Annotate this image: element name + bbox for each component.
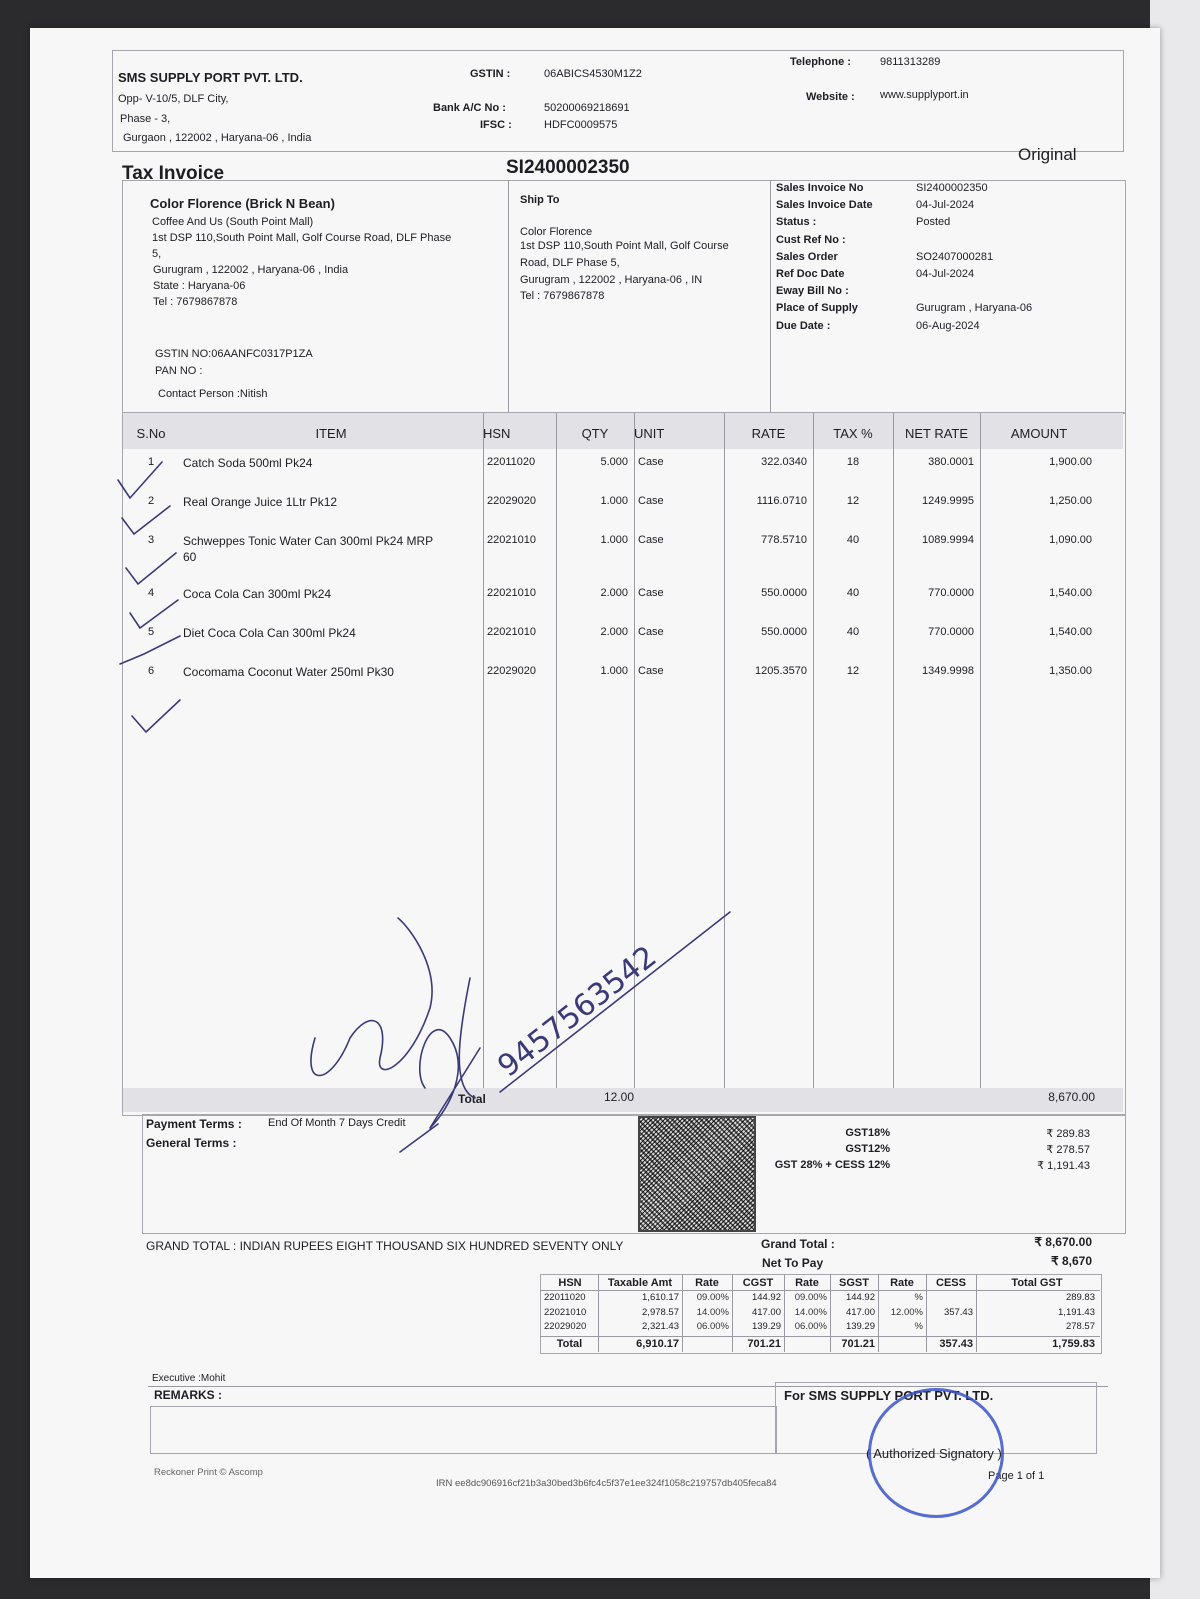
hsn-header-cell: Total GST	[1011, 1277, 1063, 1289]
hsn-cell: 22011020	[544, 1292, 586, 1303]
check-mark	[126, 553, 176, 584]
item-net: 1089.9994	[922, 534, 974, 546]
signature	[420, 1030, 480, 1128]
hsn-cell: 2,978.57	[642, 1306, 679, 1318]
invoice-page	[30, 28, 1160, 1578]
bill-to-name: Color Florence (Brick N Bean)	[150, 196, 335, 211]
item-sno: 2	[147, 495, 155, 507]
item-net: 380.0001	[928, 456, 974, 468]
item-rate: 778.5710	[761, 534, 807, 546]
hsn-cell: 22029020	[544, 1321, 587, 1332]
item-amount: 1,900.00	[1049, 456, 1092, 468]
company-address-2: Phase - 3,	[120, 113, 171, 125]
item-rate: 1205.3570	[755, 665, 807, 677]
hsn-cell: 09.00%	[696, 1292, 729, 1303]
column-header: NET RATE	[904, 426, 969, 441]
column-header: TAX %	[833, 426, 873, 441]
item-amount: 1,540.00	[1049, 587, 1092, 599]
item-rate: 550.0000	[761, 587, 807, 599]
item-unit: Case	[638, 665, 664, 677]
bill-to-line3: 5,	[152, 248, 162, 260]
item-rate: 322.0340	[761, 456, 807, 468]
item-tax: 18	[846, 456, 860, 468]
hsn-cell: 2,321.43	[642, 1321, 679, 1332]
item-qty: 1.000	[600, 534, 628, 546]
hsn-cell: 06.00%	[696, 1321, 729, 1332]
hsn-total-cell: Total	[556, 1338, 583, 1350]
signature	[459, 978, 475, 1098]
item-unit: Case	[638, 534, 664, 546]
hsn-cell: 12.00%	[890, 1306, 923, 1318]
item-net: 1349.9998	[922, 665, 974, 677]
column-header: UNIT	[634, 426, 665, 441]
meta-value: SO2407000281	[916, 250, 994, 263]
hsn-cell: %	[914, 1321, 923, 1332]
item-amount: 1,090.00	[1049, 534, 1092, 546]
bank-value: 50200069218691	[544, 102, 630, 114]
item-item: Diet Coca Cola Can 300ml Pk24	[183, 626, 356, 640]
item-sno: 3	[147, 534, 155, 546]
ship-to-line3: Road, DLF Phase 5,	[520, 257, 620, 269]
column-header: RATE	[751, 426, 786, 441]
meta-label: Cust Ref No :	[776, 233, 846, 246]
item-qty: 1.000	[600, 665, 628, 677]
website-label: Website :	[806, 91, 855, 103]
item-qty: 2.000	[600, 587, 628, 599]
item-hsn: 22011020	[487, 456, 536, 468]
telephone-label: Telephone :	[790, 56, 851, 68]
item-amount: 1,250.00	[1049, 495, 1092, 507]
bill-to-line2: 1st DSP 110,South Point Mall, Golf Course Road, DLF Phase	[152, 232, 452, 244]
hsn-header-cell: CESS	[936, 1277, 966, 1289]
item-item: Catch Soda 500ml Pk24	[183, 456, 313, 470]
hsn-header-cell: Rate	[695, 1277, 719, 1289]
meta-label: Eway Bill No :	[776, 285, 849, 298]
hsn-header-cell: CGST	[742, 1277, 774, 1289]
bill-to-pan: PAN NO :	[155, 365, 203, 377]
hsn-cell: %	[914, 1292, 923, 1303]
item-unit: Case	[638, 456, 664, 468]
payment-terms-label: Payment Terms :	[146, 1117, 242, 1131]
gst-value: ₹ 289.83	[1046, 1128, 1090, 1140]
hsn-cell: 14.00%	[794, 1306, 827, 1318]
check-mark	[122, 506, 170, 534]
bill-to-tel: Tel : 7679867878	[153, 296, 238, 308]
hsn-cell: 144.92	[751, 1292, 781, 1303]
ifsc-label: IFSC :	[480, 119, 512, 131]
net-to-pay-value: ₹ 8,670	[1051, 1254, 1092, 1268]
item-continuation: 60	[183, 550, 197, 564]
hsn-total-cell: 6,910.17	[636, 1338, 679, 1350]
general-terms-label: General Terms :	[146, 1136, 237, 1150]
authorized-signatory: ( Authorized Signatory )	[866, 1446, 1002, 1461]
hsn-cell: 09.00%	[794, 1292, 827, 1303]
column-header: QTY	[581, 426, 609, 441]
bill-to-gstin: GSTIN NO:06AANFC0317P1ZA	[155, 348, 313, 360]
doc-number: SI2400002350	[506, 157, 630, 178]
hsn-cell: 14.00%	[696, 1306, 729, 1318]
item-tax: 40	[846, 587, 860, 599]
irn: IRN ee8dc906916cf21b3a30bed3b6fc4c5f37e1ee324f1058c219757db405feca84	[436, 1478, 777, 1489]
item-amount: 1,540.00	[1049, 626, 1092, 638]
hsn-cell: 139.29	[751, 1321, 781, 1332]
item-item: Coca Cola Can 300ml Pk24	[183, 587, 332, 601]
grand-total-words: GRAND TOTAL : INDIAN RUPEES EIGHT THOUSAND SIX HUNDRED SEVENTY ONLY	[146, 1239, 624, 1253]
check-mark	[132, 700, 180, 732]
item-net: 770.0000	[928, 626, 974, 638]
hsn-total-cell: 701.21	[841, 1338, 875, 1350]
hsn-cell: 144.92	[845, 1292, 875, 1303]
hsn-cell: 1,191.43	[1058, 1306, 1095, 1318]
column-header: AMOUNT	[1010, 426, 1068, 441]
hsn-header-cell: Rate	[795, 1277, 819, 1289]
item-hsn: 22021010	[487, 587, 536, 599]
item-qty: 1.000	[600, 495, 628, 507]
executive: Executive :Mohit	[152, 1373, 226, 1384]
bill-to-state: State : Haryana-06	[153, 280, 246, 292]
item-tax: 12	[846, 495, 860, 507]
signature	[311, 918, 432, 1076]
handwriting-overlay	[30, 28, 1160, 1578]
bill-to-line1: Coffee And Us (South Point Mall)	[152, 216, 314, 228]
meta-label: Ref Doc Date	[776, 268, 845, 280]
gst-label: GST12%	[845, 1143, 890, 1155]
gst-value: ₹ 1,191.43	[1037, 1160, 1090, 1172]
item-unit: Case	[638, 626, 664, 638]
page-number: Page 1 of 1	[988, 1470, 1045, 1482]
hsn-total-cell: 1,759.83	[1052, 1338, 1095, 1350]
hsn-cell: 417.00	[751, 1306, 781, 1318]
item-item: Cocomama Coconut Water 250ml Pk30	[183, 665, 394, 679]
ship-to-line2: 1st DSP 110,South Point Mall, Golf Course	[520, 240, 729, 252]
gst-value: ₹ 278.57	[1046, 1144, 1090, 1156]
meta-value: 04-Jul-2024	[916, 268, 975, 280]
total-amount: 8,670.00	[1048, 1090, 1095, 1104]
total-label: Total	[458, 1092, 486, 1106]
meta-value: 06-Aug-2024	[916, 319, 980, 332]
item-sno: 5	[147, 626, 155, 638]
hsn-total-cell: 357.43	[939, 1338, 973, 1350]
hsn-cell: 417.00	[845, 1306, 875, 1318]
item-tax: 12	[846, 665, 860, 677]
item-hsn: 22029020	[487, 495, 536, 507]
item-item: Schweppes Tonic Water Can 300ml Pk24 MRP	[183, 534, 434, 548]
meta-value: 04-Jul-2024	[916, 199, 975, 212]
item-net: 1249.9995	[922, 495, 974, 507]
signature-underline	[400, 1124, 438, 1152]
meta-value: SI2400002350	[916, 182, 988, 194]
hsn-header-cell: SGST	[839, 1277, 869, 1289]
remarks-label: REMARKS :	[154, 1388, 222, 1402]
bill-to-line4: Gurugram , 122002 , Haryana-06 , India	[153, 264, 349, 276]
meta-value: Gurugram , Haryana-06	[916, 302, 1033, 315]
ifsc-value: HDFC0009575	[544, 119, 618, 131]
item-qty: 5.000	[600, 456, 628, 468]
item-hsn: 22029020	[487, 665, 536, 677]
telephone-value: 9811313289	[880, 56, 941, 68]
bill-to-contact: Contact Person :Nitish	[158, 388, 268, 400]
check-mark	[130, 600, 178, 628]
check-mark	[118, 462, 162, 498]
doc-title: Tax Invoice	[122, 163, 225, 184]
item-qty: 2.000	[600, 626, 628, 638]
item-sno: 4	[147, 587, 155, 599]
handwritten-phone: 9457563542	[491, 939, 664, 1085]
hsn-header-cell: HSN	[558, 1277, 582, 1289]
meta-value: Posted	[916, 216, 951, 229]
hsn-cell: 06.00%	[794, 1321, 827, 1332]
hsn-header-cell: Taxable Amt	[607, 1277, 673, 1289]
grand-total-label: Grand Total :	[761, 1237, 835, 1251]
item-sno: 6	[147, 665, 155, 677]
grand-total-value: ₹ 8,670.00	[1034, 1235, 1092, 1249]
hsn-header-cell: Rate	[890, 1277, 914, 1289]
net-to-pay-label: Net To Pay	[762, 1256, 824, 1270]
company-address-1: Opp- V-10/5, DLF City,	[118, 93, 229, 105]
gst-label: GST18%	[845, 1127, 890, 1139]
meta-label: Sales Invoice Date	[776, 199, 873, 212]
meta-label: Sales Order	[776, 250, 838, 263]
hsn-total-cell: 701.21	[747, 1338, 781, 1350]
item-unit: Case	[638, 587, 664, 599]
item-unit: Case	[638, 495, 664, 507]
company-address-3: Gurgaon , 122002 , Haryana-06 , India	[123, 132, 312, 144]
item-amount: 1,350.00	[1049, 665, 1092, 677]
column-header: HSN	[483, 426, 511, 441]
hsn-cell: 357.43	[943, 1306, 973, 1318]
meta-label: Sales Invoice No	[776, 182, 864, 194]
hsn-cell: 22021010	[544, 1306, 587, 1318]
hsn-cell: 139.29	[845, 1321, 875, 1332]
column-header: S.No	[136, 426, 166, 441]
hsn-cell: 1,610.17	[642, 1292, 679, 1303]
item-rate: 550.0000	[761, 626, 807, 638]
item-sno: 1	[147, 456, 155, 468]
copy-label: Original	[1018, 145, 1077, 164]
item-rate: 1116.0710	[756, 495, 807, 507]
item-net: 770.0000	[928, 587, 974, 599]
column-header: ITEM	[315, 426, 347, 441]
ship-to-line4: Gurugram , 122002 , Haryana-06 , IN	[520, 274, 703, 286]
hsn-cell: 278.57	[1065, 1321, 1095, 1332]
gst-label: GST 28% + CESS 12%	[774, 1159, 890, 1171]
gstin-label: GSTIN :	[470, 68, 511, 80]
meta-label: Due Date :	[776, 319, 831, 332]
for-company: For SMS SUPPLY PORT PVT. LTD.	[784, 1388, 994, 1403]
item-hsn: 22021010	[487, 626, 536, 638]
ship-to-heading: Ship To	[520, 194, 560, 206]
gstin-value: 06ABICS4530M1Z2	[544, 68, 642, 80]
ship-to-tel: Tel : 7679867878	[520, 290, 605, 302]
total-qty: 12.00	[604, 1090, 635, 1104]
meta-label: Status :	[776, 216, 817, 229]
company-name: SMS SUPPLY PORT PVT. LTD.	[118, 70, 303, 85]
check-mark	[120, 636, 180, 664]
item-tax: 40	[846, 626, 860, 638]
item-hsn: 22021010	[487, 534, 536, 546]
item-item: Real Orange Juice 1Ltr Pk12	[183, 495, 338, 509]
item-tax: 40	[846, 534, 860, 546]
payment-terms-value: End Of Month 7 Days Credit	[268, 1117, 406, 1129]
meta-label: Place of Supply	[776, 302, 858, 315]
reckoner-print: Reckoner Print © Ascomp	[154, 1467, 263, 1478]
hsn-cell: 289.83	[1065, 1292, 1095, 1303]
bank-label: Bank A/C No :	[433, 102, 506, 114]
website-value: www.supplyport.in	[880, 89, 969, 101]
ship-to-line1: Color Florence	[520, 226, 593, 238]
